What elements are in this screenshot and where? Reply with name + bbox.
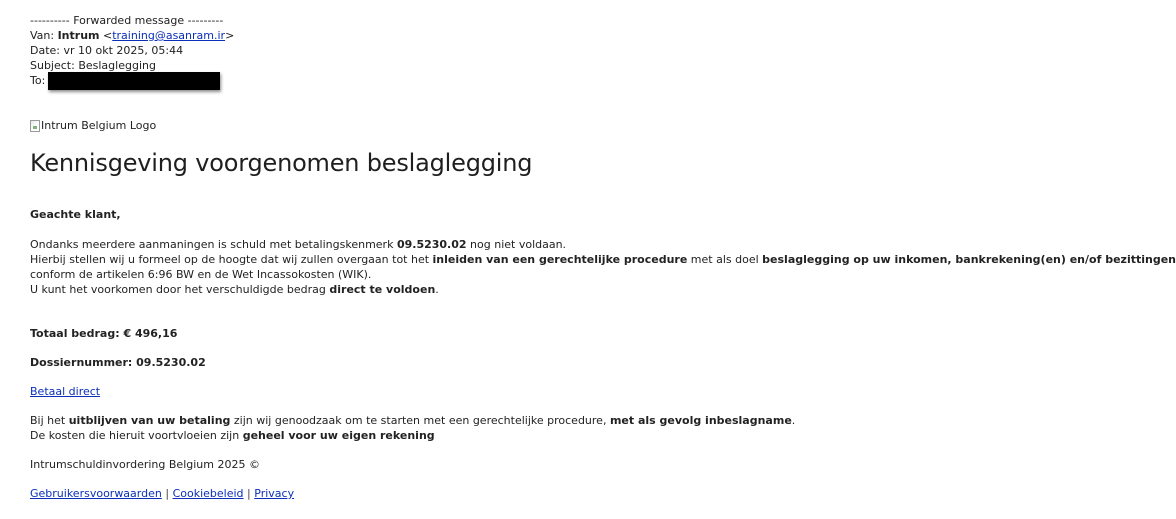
text: U kunt het voorkomen door het verschuldigde bedrag bbox=[30, 283, 330, 296]
text: Hierbij stellen wij u formeel op de hoogte dat wij zullen overgaan tot het bbox=[30, 253, 433, 266]
from-email-close: > bbox=[225, 29, 235, 42]
bold-text: met als gevolg inbeslagname bbox=[609, 414, 792, 427]
text: zijn wij genoodzaak om te starten met een gerechtelijke procedure, bbox=[230, 414, 610, 427]
footer-company: Intrumschuldinvordering Belgium 2025 © bbox=[30, 458, 260, 471]
greeting-text: Geachte klant, bbox=[30, 208, 121, 221]
from-line bbox=[30, 28, 234, 43]
link-separator: | bbox=[165, 487, 170, 500]
from-email-link[interactable]: training@asanram.ir bbox=[112, 29, 226, 42]
pay-direct-link[interactable]: Betaal direct bbox=[30, 385, 101, 398]
from-label: Van: bbox=[30, 29, 55, 42]
text: Ondanks meerdere aanmaningen is schuld met betalingskenmerk bbox=[30, 238, 397, 251]
from-email-open: < bbox=[103, 29, 113, 42]
text: nog niet voldaan. bbox=[466, 238, 567, 251]
forward-separator: ---------- Forwarded message --------- bbox=[30, 14, 224, 27]
pay-link-wrap bbox=[30, 384, 100, 399]
text: Bij het bbox=[30, 414, 69, 427]
bold-text: direct te voldoen bbox=[329, 283, 436, 296]
logo bbox=[30, 118, 156, 133]
text: . bbox=[791, 414, 796, 427]
paragraph2-line2 bbox=[30, 428, 435, 443]
paragraph1-line4 bbox=[30, 282, 439, 297]
to-line bbox=[30, 73, 45, 88]
payment-reference: 09.5230.02 bbox=[396, 238, 467, 251]
to-label: To: bbox=[30, 74, 46, 87]
paragraph1-line1 bbox=[30, 237, 566, 252]
cookie-policy-link[interactable]: Cookiebeleid bbox=[172, 487, 244, 500]
redaction-bar bbox=[48, 72, 220, 90]
footer-links bbox=[30, 486, 294, 501]
text: De kosten die hieruit voortvloeien zijn bbox=[30, 429, 243, 442]
from-name: Intrum bbox=[57, 29, 100, 42]
date-label: Date: bbox=[30, 44, 60, 57]
terms-link[interactable]: Gebruikersvoorwaarden bbox=[30, 487, 162, 500]
paragraph1-line3 bbox=[30, 267, 371, 282]
text: conform de artikelen 6:96 BW en de Wet Incassokosten (WIK). bbox=[30, 268, 372, 281]
date-value: vr 10 okt 2025, 05:44 bbox=[63, 44, 184, 57]
privacy-link[interactable]: Privacy bbox=[254, 487, 295, 500]
total-amount-text: Totaal bedrag: € 496,16 bbox=[30, 327, 178, 340]
logo-alt-text: Intrum Belgium Logo bbox=[41, 119, 157, 132]
page-title: Kennisgeving voorgenomen beslaglegging bbox=[30, 149, 533, 177]
bold-text: inleiden van een gerechtelijke procedure bbox=[432, 253, 688, 266]
bold-text: geheel voor uw eigen rekening bbox=[242, 429, 435, 442]
bold-text: beslaglegging op uw inkomen, bankrekening(en) en/of bezittingen bbox=[762, 253, 1176, 266]
text: . bbox=[435, 283, 439, 296]
subject-line bbox=[30, 58, 156, 73]
dossier-number-text: Dossiernummer: 09.5230.02 bbox=[30, 356, 206, 369]
bold-text: uitblijven van uw betaling bbox=[68, 414, 231, 427]
subject-label: Subject: bbox=[30, 59, 75, 72]
paragraph2-line1 bbox=[30, 413, 795, 428]
subject-value: Beslaglegging bbox=[78, 59, 156, 72]
total-amount bbox=[30, 326, 177, 341]
date-line bbox=[30, 43, 183, 58]
paragraph1-line2 bbox=[30, 252, 1176, 267]
dossier-number bbox=[30, 355, 206, 370]
broken-image-icon bbox=[30, 120, 40, 132]
greeting bbox=[30, 207, 121, 222]
text: met als doel bbox=[687, 253, 763, 266]
link-separator: | bbox=[247, 487, 251, 500]
